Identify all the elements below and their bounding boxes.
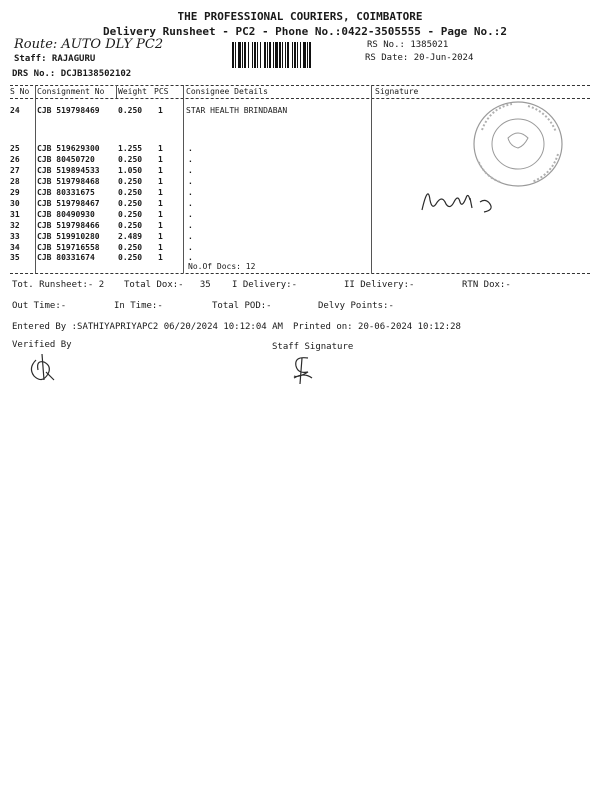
barcode-bar bbox=[294, 42, 296, 68]
barcode-bar bbox=[242, 42, 243, 68]
row-pcs: 1 bbox=[158, 144, 163, 153]
row-weight: 2.489 bbox=[118, 232, 143, 241]
i-delivery: I Delivery:- bbox=[232, 280, 298, 290]
row-consignee: . bbox=[188, 188, 193, 197]
barcode-bar bbox=[248, 42, 249, 68]
table-header-row bbox=[0, 87, 600, 98]
barcode-bar bbox=[297, 42, 298, 68]
row-pcs: 1 bbox=[158, 243, 163, 252]
row-weight: 0.250 bbox=[118, 188, 143, 197]
barcode-bar bbox=[252, 42, 253, 68]
row-consignee: . bbox=[188, 243, 193, 252]
stamp-center-mark bbox=[508, 133, 528, 148]
row-consignee: . bbox=[188, 155, 193, 164]
row-consignee: . bbox=[188, 253, 193, 262]
table-bottom-rule bbox=[10, 273, 590, 274]
total-runsheet: Tot. Runsheet:- 2 bbox=[12, 280, 105, 290]
row-sno: 29 bbox=[10, 188, 20, 197]
row-consignment: CJB 519629300 bbox=[37, 144, 100, 153]
row-sno: 28 bbox=[10, 177, 20, 186]
delivery-points: Delvy Points:- bbox=[318, 301, 394, 311]
row-sno: 26 bbox=[10, 155, 20, 164]
table-row bbox=[0, 210, 600, 221]
row-weight: 0.250 bbox=[118, 210, 143, 219]
barcode-bar bbox=[303, 42, 306, 68]
staff-label: Staff: RAJAGURU bbox=[14, 54, 96, 64]
table-top-rule bbox=[10, 85, 590, 86]
row-sno: 27 bbox=[10, 166, 20, 175]
row-weight: 0.250 bbox=[118, 243, 143, 252]
barcode-bar bbox=[232, 42, 234, 68]
row-pcs: 1 bbox=[158, 210, 163, 219]
barcode-bar bbox=[269, 42, 271, 68]
row-consignment: CJB 519798467 bbox=[37, 199, 100, 208]
total-dox: Total Dox:- 35 bbox=[124, 280, 211, 290]
barcode-bar bbox=[287, 42, 289, 68]
rs-date: RS Date: 20-Jun-2024 bbox=[365, 53, 474, 63]
barcode-bar bbox=[282, 42, 283, 68]
stamp-ring-text bbox=[478, 104, 558, 182]
route-label: Route: AUTO DLY PC2 bbox=[14, 37, 164, 52]
row-consignee: . bbox=[188, 177, 193, 186]
row-consignment: CJB 519798468 bbox=[37, 177, 100, 186]
row-weight: 1.255 bbox=[118, 144, 143, 153]
row-pcs: 1 bbox=[158, 232, 163, 241]
row-pcs: 1 bbox=[158, 253, 163, 262]
row-sno: 24 bbox=[10, 106, 20, 115]
verified-by-signature bbox=[26, 350, 58, 384]
out-time: Out Time:- bbox=[12, 301, 67, 311]
row-weight: 0.250 bbox=[118, 199, 143, 208]
table-row bbox=[0, 221, 600, 232]
barcode-bar bbox=[260, 42, 261, 68]
row-consignment: CJB 519798466 bbox=[37, 221, 100, 230]
staff-signature-label: Staff Signature bbox=[272, 342, 354, 352]
rtn-dox: RTN Dox:- bbox=[462, 280, 511, 290]
staff-signature bbox=[286, 352, 318, 386]
row-sno: 34 bbox=[10, 243, 20, 252]
signature-scribble bbox=[422, 194, 491, 212]
row-consignee: . bbox=[188, 199, 193, 208]
total-pod: Total POD:- bbox=[212, 301, 272, 311]
stamp-outer-ring bbox=[474, 102, 562, 186]
barcode-bar bbox=[235, 42, 236, 68]
row-consignee: . bbox=[188, 232, 193, 241]
col-header-weight: Weight bbox=[118, 87, 147, 96]
row-consignment: CJB 519910280 bbox=[37, 232, 100, 241]
row-consignment: CJB 80331674 bbox=[37, 253, 95, 262]
row-pcs: 1 bbox=[158, 221, 163, 230]
verified-scribble bbox=[31, 354, 54, 380]
ii-delivery: II Delivery:- bbox=[344, 280, 415, 290]
row-weight: 0.250 bbox=[118, 177, 143, 186]
barcode-bar bbox=[238, 42, 241, 68]
barcode-bar bbox=[254, 42, 256, 68]
barcode-bar bbox=[292, 42, 293, 68]
col-header-pcs: PCS bbox=[154, 87, 169, 96]
row-pcs: 1 bbox=[158, 199, 163, 208]
row-pcs: 1 bbox=[158, 177, 163, 186]
row-consignee: STAR HEALTH BRINDABAN bbox=[186, 106, 288, 115]
drs-number: DRS No.: DCJB138502102 bbox=[12, 69, 132, 79]
entered-by: Entered By :SATHIYAPRIYAPC2 06/20/2024 10:12:04 AM bbox=[12, 322, 283, 332]
barcode-bar bbox=[257, 42, 258, 68]
barcode-bar bbox=[300, 42, 301, 68]
barcode bbox=[232, 42, 354, 68]
row-sno: 31 bbox=[10, 210, 20, 219]
row-weight: 0.250 bbox=[118, 155, 143, 164]
table-row bbox=[0, 253, 600, 264]
no-of-docs: No.Of Docs: 12 bbox=[188, 262, 256, 271]
row-sno: 30 bbox=[10, 199, 20, 208]
row-consignment: CJB 519894533 bbox=[37, 166, 100, 175]
runsheet-subtitle: Delivery Runsheet - PC2 - Phone No.:0422-3505555 - Page No.:2 bbox=[103, 25, 507, 38]
col-header-consignment: Consignment No bbox=[37, 87, 105, 96]
barcode-bar bbox=[307, 42, 308, 68]
row-sno: 33 bbox=[10, 232, 20, 241]
row-consignee: . bbox=[188, 166, 193, 175]
row-weight: 0.250 bbox=[118, 253, 143, 262]
barcode-bar bbox=[264, 42, 266, 68]
row-consignment: CJB 80331675 bbox=[37, 188, 95, 197]
barcode-bar bbox=[273, 42, 274, 68]
rs-number: RS No.: 1385021 bbox=[367, 40, 449, 50]
barcode-bar bbox=[285, 42, 286, 68]
table-row bbox=[0, 199, 600, 210]
row-weight: 1.050 bbox=[118, 166, 143, 175]
row-consignment: CJB 519798469 bbox=[37, 106, 100, 115]
row-consignee: . bbox=[188, 210, 193, 219]
row-pcs: 1 bbox=[158, 106, 163, 115]
table-row bbox=[0, 232, 600, 243]
barcode-bar bbox=[309, 42, 311, 68]
in-time: In Time:- bbox=[114, 301, 163, 311]
barcode-bar bbox=[279, 42, 281, 68]
row-pcs: 1 bbox=[158, 166, 163, 175]
row-pcs: 1 bbox=[158, 188, 163, 197]
office-stamp bbox=[470, 98, 566, 190]
row-consignee: . bbox=[188, 221, 193, 230]
staff-scribble bbox=[294, 358, 312, 384]
row-sno: 35 bbox=[10, 253, 20, 262]
barcode-bar bbox=[275, 42, 278, 68]
col-header-sno: S No bbox=[10, 87, 30, 96]
row-consignee: . bbox=[188, 144, 193, 153]
row-consignment: CJB 519716558 bbox=[37, 243, 100, 252]
stamp-inner-ring bbox=[492, 119, 544, 169]
company-name: THE PROFESSIONAL COURIERS, COIMBATORE bbox=[177, 10, 423, 23]
barcode-bar bbox=[267, 42, 268, 68]
row-weight: 0.250 bbox=[118, 106, 143, 115]
row-consignment: CJB 80490930 bbox=[37, 210, 95, 219]
row-pcs: 1 bbox=[158, 155, 163, 164]
row-sno: 32 bbox=[10, 221, 20, 230]
row-consignment: CJB 80450720 bbox=[37, 155, 95, 164]
row-sno: 25 bbox=[10, 144, 20, 153]
verified-by-label: Verified By bbox=[12, 340, 72, 350]
printed-on: Printed on: 20-06-2024 10:12:28 bbox=[293, 322, 461, 332]
col-header-signature: Signature bbox=[375, 87, 419, 96]
barcode-bar bbox=[244, 42, 246, 68]
col-header-consignee: Consignee Details bbox=[186, 87, 268, 96]
receiver-signature bbox=[418, 180, 508, 222]
row-weight: 0.250 bbox=[118, 221, 143, 230]
